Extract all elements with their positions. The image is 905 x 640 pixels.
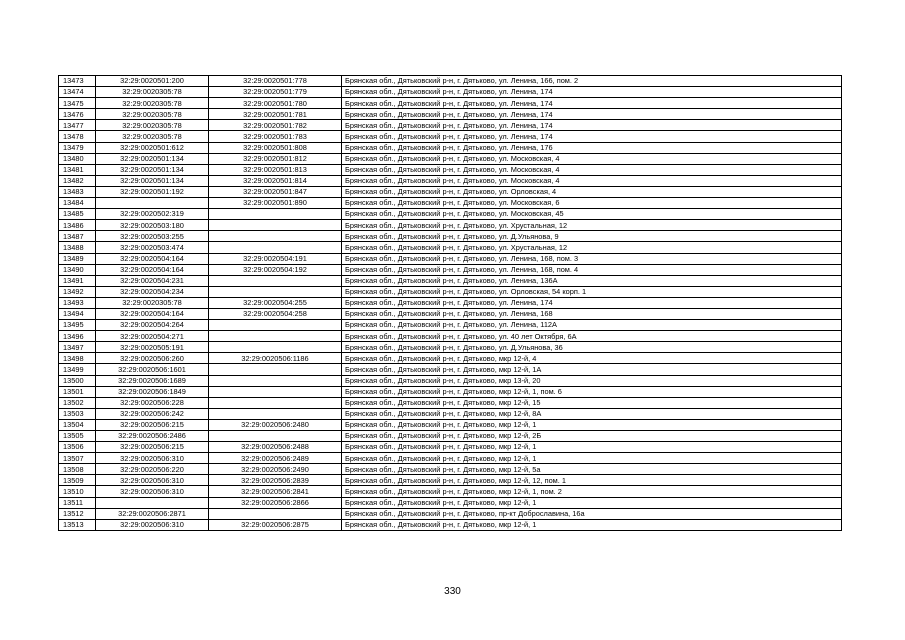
- row-number-cell: 13506: [59, 442, 96, 453]
- table-row: [59, 297, 842, 308]
- table-row: [59, 275, 842, 286]
- address-cell: Брянская обл., Дятьковский р-н, г. Дятьково, мкр 12-й, 4: [342, 353, 842, 364]
- cadastral-number-cell: 32:29:0020506:1601: [96, 364, 209, 375]
- cadastral-number-cell: 32:29:0020503:180: [96, 220, 209, 231]
- cadastral-number-cell: 32:29:0020506:2871: [96, 508, 209, 519]
- address-cell: Брянская обл., Дятьковский р-н, г. Дятьково, мкр 12-й, 1, пом. 6: [342, 386, 842, 397]
- related-cadastral-number-cell: 32:29:0020501:814: [209, 175, 342, 186]
- table-row: [59, 464, 842, 475]
- cadastral-number-cell: 32:29:0020505:191: [96, 342, 209, 353]
- related-cadastral-number-cell: 32:29:0020501:808: [209, 142, 342, 153]
- cadastral-number-cell: 32:29:0020502:319: [96, 209, 209, 220]
- related-cadastral-number-cell: 32:29:0020506:2875: [209, 519, 342, 530]
- cadastral-number-cell: 32:29:0020506:310: [96, 486, 209, 497]
- related-cadastral-number-cell: [209, 386, 342, 397]
- table-row: [59, 453, 842, 464]
- table-row: [59, 431, 842, 442]
- related-cadastral-number-cell: 32:29:0020501:812: [209, 153, 342, 164]
- related-cadastral-number-cell: 32:29:0020504:258: [209, 308, 342, 319]
- row-number-cell: 13479: [59, 142, 96, 153]
- related-cadastral-number-cell: 32:29:0020501:847: [209, 186, 342, 197]
- related-cadastral-number-cell: 32:29:0020506:2480: [209, 419, 342, 430]
- table-row: [59, 342, 842, 353]
- related-cadastral-number-cell: [209, 397, 342, 408]
- cadastral-number-cell: 32:29:0020503:474: [96, 242, 209, 253]
- row-number-cell: 13485: [59, 209, 96, 220]
- cadastral-number-cell: 32:29:0020506:310: [96, 475, 209, 486]
- cadastral-number-cell: 32:29:0020501:200: [96, 76, 209, 87]
- related-cadastral-number-cell: 32:29:0020501:779: [209, 87, 342, 98]
- cadastral-number-cell: 32:29:0020305:78: [96, 297, 209, 308]
- row-number-cell: 13492: [59, 286, 96, 297]
- address-cell: Брянская обл., Дятьковский р-н, г. Дятьково, ул. Д.Ульянова, 36: [342, 342, 842, 353]
- related-cadastral-number-cell: 32:29:0020506:2839: [209, 475, 342, 486]
- table-row: [59, 264, 842, 275]
- table-row: [59, 475, 842, 486]
- cadastral-number-cell: 32:29:0020504:164: [96, 264, 209, 275]
- related-cadastral-number-cell: 32:29:0020501:782: [209, 120, 342, 131]
- row-number-cell: 13477: [59, 120, 96, 131]
- related-cadastral-number-cell: [209, 286, 342, 297]
- related-cadastral-number-cell: 32:29:0020506:2866: [209, 497, 342, 508]
- address-cell: Брянская обл., Дятьковский р-н, г. Дятьково, мкр 12-й, 1: [342, 453, 842, 464]
- address-cell: Брянская обл., Дятьковский р-н, г. Дятьково, ул. Московская, 4: [342, 153, 842, 164]
- related-cadastral-number-cell: [209, 209, 342, 220]
- address-cell: Брянская обл., Дятьковский р-н, г. Дятьково, мкр 12-й, 1А: [342, 364, 842, 375]
- row-number-cell: 13512: [59, 508, 96, 519]
- address-cell: Брянская обл., Дятьковский р-н, г. Дятьково, ул. Ленина, 136А: [342, 275, 842, 286]
- cadastral-number-cell: 32:29:0020506:260: [96, 353, 209, 364]
- row-number-cell: 13490: [59, 264, 96, 275]
- cadastral-number-cell: 32:29:0020501:612: [96, 142, 209, 153]
- related-cadastral-number-cell: [209, 364, 342, 375]
- address-cell: Брянская обл., Дятьковский р-н, г. Дятьково, ул. 40 лет Октября, 6А: [342, 331, 842, 342]
- table-row: [59, 397, 842, 408]
- table-row: [59, 386, 842, 397]
- page-number: 330: [444, 586, 461, 597]
- cadastral-number-cell: 32:29:0020501:192: [96, 186, 209, 197]
- row-number-cell: 13507: [59, 453, 96, 464]
- table-row: [59, 320, 842, 331]
- row-number-cell: 13495: [59, 320, 96, 331]
- cadastral-number-cell: 32:29:0020506:220: [96, 464, 209, 475]
- row-number-cell: 13487: [59, 231, 96, 242]
- table-row: [59, 120, 842, 131]
- related-cadastral-number-cell: 32:29:0020501:778: [209, 76, 342, 87]
- cadastral-number-cell: 32:29:0020305:78: [96, 87, 209, 98]
- cadastral-number-cell: 32:29:0020503:255: [96, 231, 209, 242]
- table-row: [59, 486, 842, 497]
- table-row: [59, 286, 842, 297]
- cadastral-number-cell: 32:29:0020504:231: [96, 275, 209, 286]
- row-number-cell: 13476: [59, 109, 96, 120]
- row-number-cell: 13502: [59, 397, 96, 408]
- cadastral-number-cell: [96, 497, 209, 508]
- table-row: [59, 142, 842, 153]
- table-row: [59, 186, 842, 197]
- cadastral-number-cell: 32:29:0020504:164: [96, 308, 209, 319]
- row-number-cell: 13483: [59, 186, 96, 197]
- address-cell: Брянская обл., Дятьковский р-н, г. Дятьково, ул. Ленина, 174: [342, 109, 842, 120]
- cadastral-number-cell: 32:29:0020504:234: [96, 286, 209, 297]
- related-cadastral-number-cell: [209, 220, 342, 231]
- address-cell: Брянская обл., Дятьковский р-н, г. Дятьково, ул. Хрустальная, 12: [342, 242, 842, 253]
- table-row: [59, 76, 842, 87]
- row-number-cell: 13480: [59, 153, 96, 164]
- cadastral-number-cell: 32:29:0020305:78: [96, 98, 209, 109]
- row-number-cell: 13486: [59, 220, 96, 231]
- related-cadastral-number-cell: 32:29:0020506:2489: [209, 453, 342, 464]
- related-cadastral-number-cell: [209, 375, 342, 386]
- row-number-cell: 13493: [59, 297, 96, 308]
- row-number-cell: 13510: [59, 486, 96, 497]
- cadastral-number-cell: 32:29:0020506:1849: [96, 386, 209, 397]
- table-row: [59, 419, 842, 430]
- table-row: [59, 198, 842, 209]
- registry-table: [58, 75, 842, 531]
- table-row: [59, 519, 842, 530]
- cadastral-number-cell: 32:29:0020501:134: [96, 175, 209, 186]
- cadastral-number-cell: 32:29:0020504:164: [96, 253, 209, 264]
- cadastral-number-cell: 32:29:0020506:1689: [96, 375, 209, 386]
- address-cell: Брянская обл., Дятьковский р-н, г. Дятьково, ул. Московская, 6: [342, 198, 842, 209]
- row-number-cell: 13484: [59, 198, 96, 209]
- row-number-cell: 13482: [59, 175, 96, 186]
- address-cell: Брянская обл., Дятьковский р-н, г. Дятьково, ул. Д.Ульянова, 9: [342, 231, 842, 242]
- cadastral-number-cell: 32:29:0020506:2486: [96, 431, 209, 442]
- cadastral-number-cell: 32:29:0020504:264: [96, 320, 209, 331]
- table-row: [59, 242, 842, 253]
- address-cell: Брянская обл., Дятьковский р-н, г. Дятьково, ул. Ленина, 174: [342, 131, 842, 142]
- related-cadastral-number-cell: [209, 331, 342, 342]
- address-cell: Брянская обл., Дятьковский р-н, г. Дятьково, ул. Ленина, 168, пом. 4: [342, 264, 842, 275]
- related-cadastral-number-cell: [209, 242, 342, 253]
- related-cadastral-number-cell: 32:29:0020506:2841: [209, 486, 342, 497]
- address-cell: Брянская обл., Дятьковский р-н, г. Дятьково, ул. Московская, 4: [342, 175, 842, 186]
- row-number-cell: 13481: [59, 164, 96, 175]
- cadastral-number-cell: 32:29:0020506:215: [96, 442, 209, 453]
- address-cell: Брянская обл., Дятьковский р-н, г. Дятьково, ул. Ленина, 168: [342, 308, 842, 319]
- related-cadastral-number-cell: 32:29:0020501:813: [209, 164, 342, 175]
- table-row: [59, 175, 842, 186]
- related-cadastral-number-cell: 32:29:0020506:2490: [209, 464, 342, 475]
- address-cell: Брянская обл., Дятьковский р-н, г. Дятьково, мкр 12-й, 1: [342, 419, 842, 430]
- address-cell: Брянская обл., Дятьковский р-н, г. Дятьково, ул. Московская, 4: [342, 164, 842, 175]
- related-cadastral-number-cell: [209, 231, 342, 242]
- cadastral-number-cell: 32:29:0020305:78: [96, 120, 209, 131]
- table-row: [59, 308, 842, 319]
- table-row: [59, 442, 842, 453]
- table-row: [59, 508, 842, 519]
- address-cell: Брянская обл., Дятьковский р-н, г. Дятьково, мкр 12-й, 1: [342, 519, 842, 530]
- related-cadastral-number-cell: 32:29:0020504:255: [209, 297, 342, 308]
- table-row: [59, 153, 842, 164]
- address-cell: Брянская обл., Дятьковский р-н, г. Дятьково, ул. Ленина, 174: [342, 120, 842, 131]
- row-number-cell: 13496: [59, 331, 96, 342]
- table-row: [59, 253, 842, 264]
- row-number-cell: 13513: [59, 519, 96, 530]
- related-cadastral-number-cell: 32:29:0020501:780: [209, 98, 342, 109]
- row-number-cell: 13508: [59, 464, 96, 475]
- row-number-cell: 13504: [59, 419, 96, 430]
- row-number-cell: 13500: [59, 375, 96, 386]
- table-row: [59, 375, 842, 386]
- related-cadastral-number-cell: 32:29:0020501:890: [209, 198, 342, 209]
- related-cadastral-number-cell: [209, 320, 342, 331]
- cadastral-number-cell: 32:29:0020506:310: [96, 519, 209, 530]
- address-cell: Брянская обл., Дятьковский р-н, г. Дятьково, ул. Ленина, 168, пом. 3: [342, 253, 842, 264]
- table-row: [59, 497, 842, 508]
- address-cell: Брянская обл., Дятьковский р-н, г. Дятьково, мкр 12-й, 5а: [342, 464, 842, 475]
- address-cell: Брянская обл., Дятьковский р-н, г. Дятьково, ул. Ленина, 174: [342, 98, 842, 109]
- address-cell: Брянская обл., Дятьковский р-н, г. Дятьково, мкр 12-й, 12, пом. 1: [342, 475, 842, 486]
- related-cadastral-number-cell: 32:29:0020506:2488: [209, 442, 342, 453]
- table-row: [59, 331, 842, 342]
- address-cell: Брянская обл., Дятьковский р-н, г. Дятьково, ул. Хрустальная, 12: [342, 220, 842, 231]
- address-cell: Брянская обл., Дятьковский р-н, г. Дятьково, мкр 12-й, 1: [342, 442, 842, 453]
- address-cell: Брянская обл., Дятьковский р-н, г. Дятьково, мкр 12-й, 2Б: [342, 431, 842, 442]
- related-cadastral-number-cell: 32:29:0020501:781: [209, 109, 342, 120]
- table-row: [59, 220, 842, 231]
- address-cell: Брянская обл., Дятьковский р-н, г. Дятьково, мкр 12-й, 1: [342, 497, 842, 508]
- row-number-cell: 13494: [59, 308, 96, 319]
- cadastral-number-cell: 32:29:0020305:78: [96, 109, 209, 120]
- address-cell: Брянская обл., Дятьковский р-н, г. Дятьково, ул. Орловская, 54 корп. 1: [342, 286, 842, 297]
- table-row: [59, 109, 842, 120]
- table-row: [59, 164, 842, 175]
- cadastral-number-cell: 32:29:0020506:310: [96, 453, 209, 464]
- address-cell: Брянская обл., Дятьковский р-н, г. Дятьково, ул. Ленина, 176: [342, 142, 842, 153]
- cadastral-number-cell: 32:29:0020506:242: [96, 408, 209, 419]
- address-cell: Брянская обл., Дятьковский р-н, г. Дятьково, мкр 12-й, 15: [342, 397, 842, 408]
- table-row: [59, 408, 842, 419]
- address-cell: Брянская обл., Дятьковский р-н, г. Дятьково, пр-кт Доброславина, 16а: [342, 508, 842, 519]
- table-row: [59, 87, 842, 98]
- row-number-cell: 13491: [59, 275, 96, 286]
- table-row: [59, 98, 842, 109]
- row-number-cell: 13509: [59, 475, 96, 486]
- table-row: [59, 231, 842, 242]
- related-cadastral-number-cell: [209, 342, 342, 353]
- row-number-cell: 13497: [59, 342, 96, 353]
- row-number-cell: 13498: [59, 353, 96, 364]
- row-number-cell: 13511: [59, 497, 96, 508]
- related-cadastral-number-cell: 32:29:0020504:191: [209, 253, 342, 264]
- row-number-cell: 13473: [59, 76, 96, 87]
- cadastral-number-cell: 32:29:0020506:228: [96, 397, 209, 408]
- registry-table-body: [59, 76, 842, 531]
- row-number-cell: 13503: [59, 408, 96, 419]
- cadastral-number-cell: 32:29:0020504:271: [96, 331, 209, 342]
- row-number-cell: 13499: [59, 364, 96, 375]
- related-cadastral-number-cell: 32:29:0020504:192: [209, 264, 342, 275]
- address-cell: Брянская обл., Дятьковский р-н, г. Дятьково, мкр 12-й, 1, пом. 2: [342, 486, 842, 497]
- row-number-cell: 13475: [59, 98, 96, 109]
- address-cell: Брянская обл., Дятьковский р-н, г. Дятьково, мкр 13-й, 20: [342, 375, 842, 386]
- address-cell: Брянская обл., Дятьковский р-н, г. Дятьково, ул. Ленина, 174: [342, 87, 842, 98]
- table-row: [59, 353, 842, 364]
- row-number-cell: 13474: [59, 87, 96, 98]
- address-cell: Брянская обл., Дятьковский р-н, г. Дятьково, ул. Ленина, 166, пом. 2: [342, 76, 842, 87]
- related-cadastral-number-cell: [209, 408, 342, 419]
- address-cell: Брянская обл., Дятьковский р-н, г. Дятьково, ул. Ленина, 112А: [342, 320, 842, 331]
- address-cell: Брянская обл., Дятьковский р-н, г. Дятьково, ул. Ленина, 174: [342, 297, 842, 308]
- cadastral-number-cell: 32:29:0020501:134: [96, 164, 209, 175]
- address-cell: Брянская обл., Дятьковский р-н, г. Дятьково, ул. Московская, 45: [342, 209, 842, 220]
- cadastral-number-cell: 32:29:0020506:215: [96, 419, 209, 430]
- table-row: [59, 131, 842, 142]
- table-row: [59, 209, 842, 220]
- cadastral-number-cell: 32:29:0020305:78: [96, 131, 209, 142]
- related-cadastral-number-cell: [209, 431, 342, 442]
- row-number-cell: 13501: [59, 386, 96, 397]
- row-number-cell: 13489: [59, 253, 96, 264]
- cadastral-number-cell: 32:29:0020501:134: [96, 153, 209, 164]
- table-row: [59, 364, 842, 375]
- row-number-cell: 13478: [59, 131, 96, 142]
- related-cadastral-number-cell: [209, 275, 342, 286]
- row-number-cell: 13505: [59, 431, 96, 442]
- related-cadastral-number-cell: 32:29:0020501:783: [209, 131, 342, 142]
- address-cell: Брянская обл., Дятьковский р-н, г. Дятьково, мкр 12-й, 8А: [342, 408, 842, 419]
- related-cadastral-number-cell: 32:29:0020506:1186: [209, 353, 342, 364]
- cadastral-number-cell: [96, 198, 209, 209]
- address-cell: Брянская обл., Дятьковский р-н, г. Дятьково, ул. Орловская, 4: [342, 186, 842, 197]
- row-number-cell: 13488: [59, 242, 96, 253]
- related-cadastral-number-cell: [209, 508, 342, 519]
